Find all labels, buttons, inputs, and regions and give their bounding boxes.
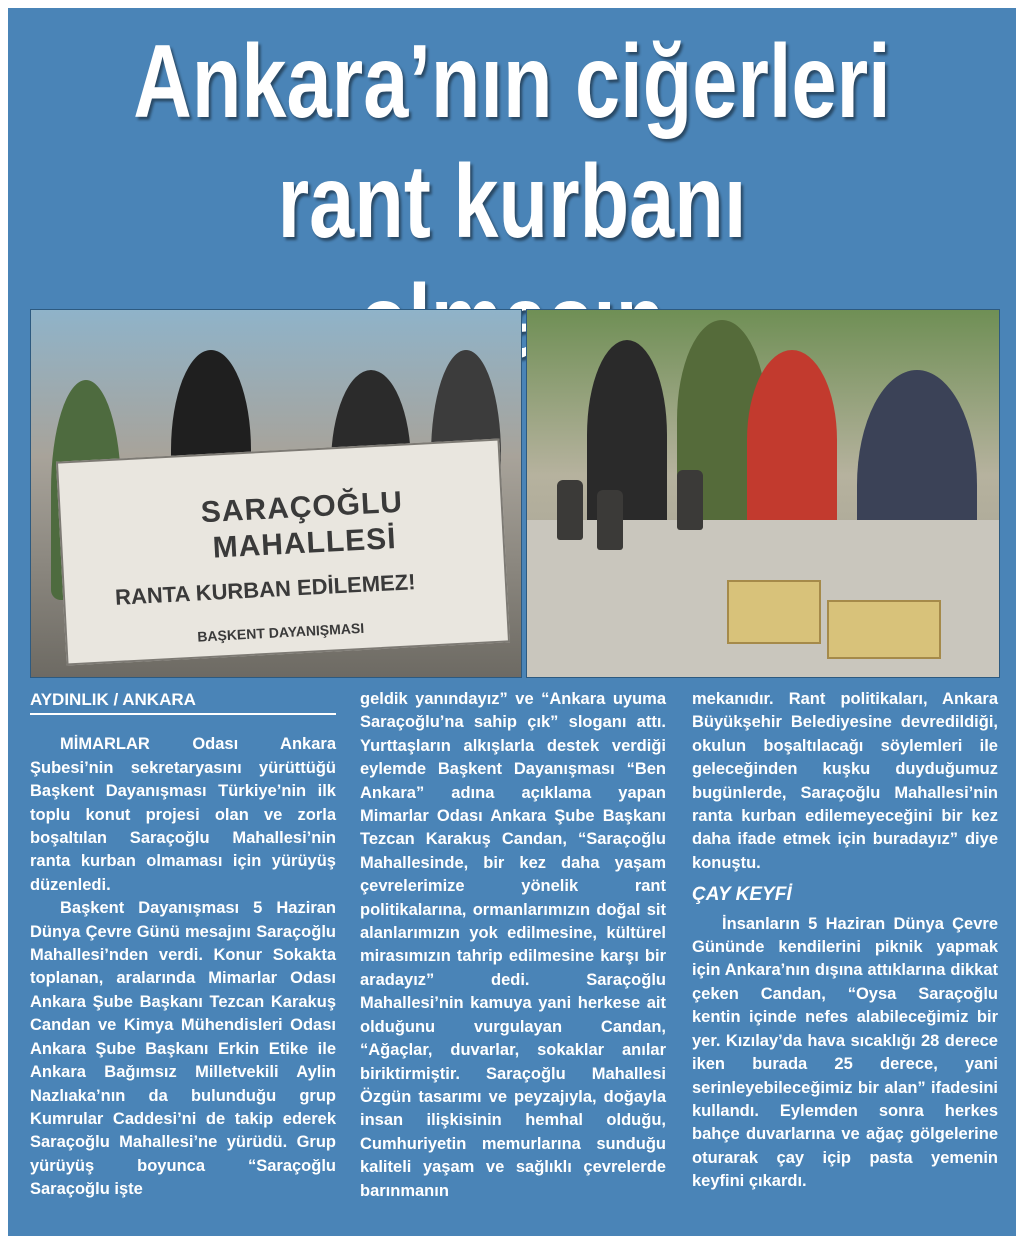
byline: AYDINLIK / ANKARA	[30, 688, 336, 715]
article-column-1	[30, 688, 336, 1228]
section-subhead: ÇAY KEYFİ	[692, 884, 792, 906]
banner-text-line: SARAÇOĞLU	[199, 485, 404, 530]
cake-tray	[727, 580, 821, 644]
thermos	[597, 490, 623, 550]
paragraph: Başkent Dayanışması 5 Haziran Dünya Çevre Günü mesajını Saraçoğlu Mahallesi’nden verdi. Konur Sokakta toplanan, aralarında Mimarlar Odası Ankara Şube Başkanı Tezcan Karakuş Candan ve Kimya Mühendisleri Odası Ankara Şube Başkanı Erkin Etike ile Ankara Bağımsız Milletvekili Aylin Nazlıaka’nın da bulunduğu grup Kumrular Caddesi’ni de takip ederek Saraçoğlu Mahallesi’ne yürüdü. Grup yürüyüş boyunca “Saraçoğlu Saraçoğlu işte	[30, 899, 336, 1199]
person-figure	[747, 350, 837, 530]
paragraph: geldik yanındayız” ve “Ankara uyuma Saraçoğlu’na sahip çık” sloganı attı. Yurttaşların alkışlarla destek verdiği eylemde Başkent Dayanışması “Ben Ankara” adına açıklama yapan Mimarlar Odası Ankara Şube Başkanı Tezcan Karakuş Candan, “Saraçoğlu Mahallesinde, bir kez daha yaşam çevrelerimize yönelik rant politikalarına, ormanlarımızın doğal sit alanlarımızın yok edilmesine, kültürel mirasımızın tahrip edilmesine karşı bir aradayız” dedi. Saraçoğlu Mahallesi’nin kamuya yani herkese ait olduğunu vurgulayan Candan, “Ağaçlar, duvarlar, sokaklar anılar biriktirmiştir. Saraçoğlu Mahallesi Özgün tasarımı ve peyzajıyla, doğayla insan ilişkisinin hemhal olduğu, Cumhuriyetin memurlarına sunduğu kaliteli yaşam ve sağlıklı çevrelerde barınmanın	[360, 690, 666, 1200]
thermos	[557, 480, 583, 540]
thermos	[677, 470, 703, 530]
protest-photo	[30, 309, 522, 678]
headline-line-2: rant kurbanı	[277, 144, 747, 260]
protest-banner	[56, 439, 510, 666]
newspaper-clipping	[8, 8, 1016, 1236]
paragraph: MİMARLAR Odası Ankara Şubesi’nin sekretaryasını yürüttüğü Başkent Dayanışması Türkiye’nin ilk toplu konut projesi olan ve zorla boşaltılan Saraçoğlu Mahallesi’nin ranta kurban olmaması için yürüyüş düzenledi.	[30, 735, 336, 894]
picnic-table	[527, 520, 999, 678]
banner-text-line: RANTA KURBAN EDİLEMEZ!	[114, 569, 417, 610]
headline-line-1: Ankara’nın ciğerleri	[133, 24, 891, 140]
cake-tray	[827, 600, 941, 659]
banner-text-line: BAŞKENT DAYANIŞMASI	[196, 619, 365, 645]
paragraph: mekanıdır. Rant politikaları, Ankara Büyükşehir Belediyesine devredildiği, okulun boşaltılacağı söylemleri ile geleceğinden kuşku duyduğumuz bugünlerde, Saraçoğlu Mahallesi’nin ranta kurban edilemeyeceğini bir kez daha ifade etmek için buradayız” diye konuştu.	[692, 690, 998, 872]
banner-text-line: MAHALLESİ	[211, 522, 398, 565]
article-column-3	[692, 688, 998, 1228]
article-column-2	[360, 688, 666, 1228]
tea-table-photo	[526, 309, 1000, 678]
paragraph: İnsanların 5 Haziran Dünya Çevre Gününde kendilerini piknik yapmak için Ankara’nın dışına attıklarına dikkat çeken Candan, “Oysa Saraçoğlu kentin içinde nefes alabileceğimiz bir yer. Kızılay’da hava sıcaklığı 28 derece iken burada 25 derece, yani serinleyebileceğimiz bir alan” ifadesini kullandı. Eylemden sonra herkes bahçe duvarlarına ve ağaç gölgelerine oturarak çay içip pasta yemenin keyfini çıkardı.	[692, 914, 998, 1191]
